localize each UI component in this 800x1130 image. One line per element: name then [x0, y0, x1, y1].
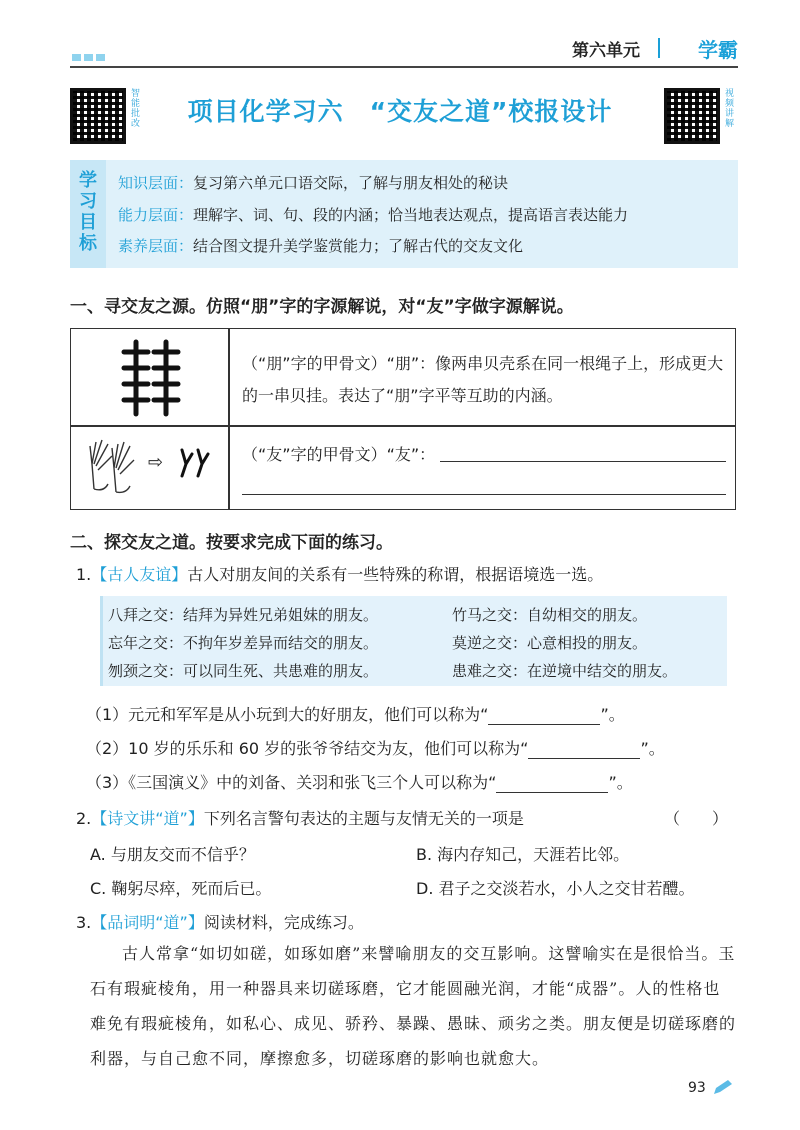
q2-option-b[interactable]: B. 海内存知己，天涯若比邻。: [416, 845, 630, 864]
q2-option-c[interactable]: C. 鞠躬尽瘁，死而后已。: [90, 879, 272, 898]
pencil-icon: [712, 1078, 734, 1096]
idiom-5: 刎颈之交：可以同生死、共患难的朋友。: [108, 662, 379, 680]
q2-answer-paren[interactable]: （ ）: [664, 809, 729, 828]
goal-ability: 能力层面：理解字、词、句、段的内涵；恰当地表达观点，提高语言表达能力: [118, 206, 629, 224]
idiom-2: 竹马之交：自幼相交的朋友。: [452, 606, 648, 624]
section-2-title: 二、探交友之道。按要求完成下面的练习。: [70, 533, 393, 553]
header-rule: [70, 66, 738, 68]
q2-option-d[interactable]: D. 君子之交淡若水，小人之交甘若醴。: [416, 879, 695, 898]
hands-illustration: [84, 434, 144, 496]
oracle-you-glyph: [176, 448, 212, 478]
q2-option-a[interactable]: A. 与朋友交而不信乎？: [90, 845, 255, 864]
question-2: 2.【诗文讲“道”】下列名言警句表达的主题与友情无关的一项是: [76, 809, 524, 828]
unit-label: 第六单元: [572, 41, 640, 61]
question-1: 1.【古人友谊】古人对朋友间的关系有一些特殊的称谓，根据语境选一选。: [76, 565, 604, 584]
goal-knowledge: 知识层面：复习第六单元口语交际，了解与朋友相处的秘诀: [118, 174, 509, 192]
table-divider-vertical: [228, 328, 230, 510]
qr-right-label: 视频讲解: [723, 88, 733, 128]
q1-item-2: （2）10 岁的乐乐和 60 岁的张爷爷结交为友，他们可以称为“ ”。: [86, 739, 665, 758]
q2-tag: 【诗文讲“道”】: [91, 809, 204, 828]
arrow-icon: ⇨: [148, 452, 164, 473]
q1-item-1: （1）元元和军军是从小玩到大的好朋友，他们可以称为“ ”。: [86, 705, 625, 724]
you-explanation-prompt: （“友”字的甲骨文）“友”：: [242, 445, 436, 464]
idiom-3: 忘年之交：不拘年岁差异而结交的朋友。: [108, 634, 379, 652]
q1-blank-2[interactable]: [528, 739, 640, 759]
header-separator: [658, 38, 660, 58]
page-title: 项目化学习六 “交友之道”校报设计: [187, 97, 613, 126]
q3-passage: 古人常拿“如切如磋，如琢如磨”来譬喻朋友的交互影响。这譬喻实在是很恰当。玉石有瑕疵棱角，用一种器具来切磋琢磨，它才能圆融光润，才能“成器”。人的性格也难免有瑕疵棱角，如私心、成见、骄矜、暴躁、愚昧、顽劣之类。朋友便是切磋琢磨的利器，与自己愈不同，摩擦愈多，切磋琢磨的影响也就愈大。: [90, 944, 737, 1068]
peng-explanation: （“朋”字的甲骨文）“朋”：像两串贝壳系在同一根绳子上，形成更大的一串贝挂。表达了“朋”字平等互助的内涵。: [242, 354, 724, 405]
qr-left-label: 智能批改: [129, 88, 139, 128]
q1-tag: 【古人友谊】: [91, 565, 188, 584]
page-number: 93: [688, 1080, 706, 1096]
q3-tag: 【品词明“道”】: [91, 913, 204, 932]
q1-blank-3[interactable]: [496, 773, 608, 793]
idiom-6: 患难之交：在逆境中结交的朋友。: [452, 662, 678, 680]
oracle-peng-glyph: [116, 338, 186, 418]
idiom-1: 八拜之交：结拜为异姓兄弟姐妹的朋友。: [108, 606, 379, 624]
learning-goals-label: 学 习 目 标: [70, 160, 106, 268]
question-3: 3.【品词明“道”】阅读材料，完成练习。: [76, 913, 364, 932]
you-answer-line-2[interactable]: [242, 494, 726, 495]
header-decoration: [72, 46, 108, 65]
brand-logo: 学霸: [698, 38, 738, 62]
you-answer-line-1[interactable]: [440, 461, 726, 462]
idiom-4: 莫逆之交：心意相投的朋友。: [452, 634, 648, 652]
q1-blank-1[interactable]: [488, 705, 600, 725]
q1-item-3: （3）《三国演义》中的刘备、关羽和张飞三个人可以称为“ ”。: [86, 773, 633, 792]
section-1-title: 一、寻交友之源。仿照“朋”字的字源解说，对“友”字做字源解说。: [70, 297, 574, 317]
table-divider-horizontal: [70, 425, 736, 427]
goal-literacy: 素养层面：结合图文提升美学鉴赏能力；了解古代的交友文化: [118, 237, 524, 255]
